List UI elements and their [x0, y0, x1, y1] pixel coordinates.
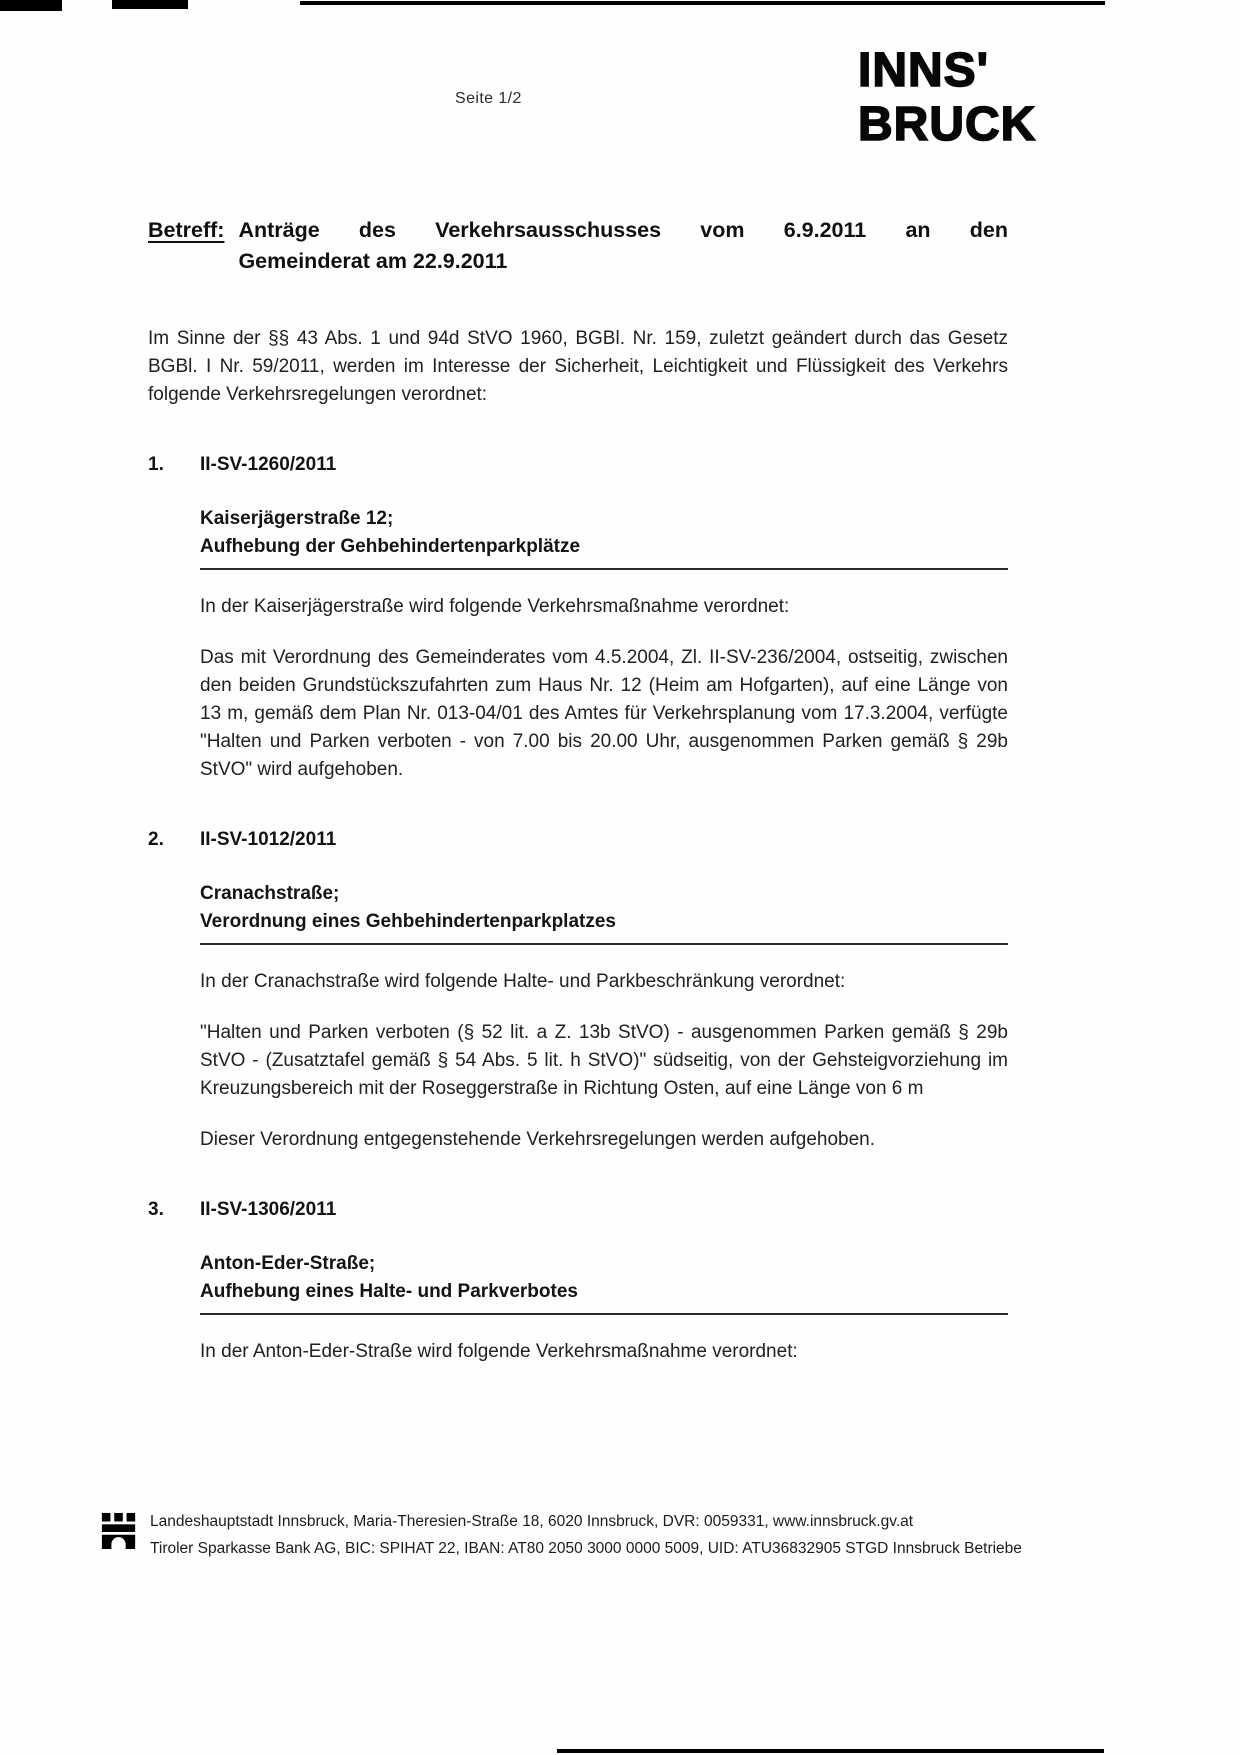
item-reference: II-SV-1306/2011 — [200, 1199, 337, 1220]
subject-text — [238, 215, 1008, 277]
item-street: Anton-Eder-Straße; — [200, 1253, 376, 1274]
innsbruck-bridge-icon — [100, 1512, 138, 1559]
item-number: 2. — [148, 829, 164, 850]
item-paragraph: Das mit Verordnung des Gemeinderates vom 4.5.2004, Zl. II-SV-236/2004, ostseitig, zwischen den beiden Grundstückszufahrten zum Haus Nr. 12 (Heim am Hofgarten), auf eine Länge von 13 m, gemäß dem Plan Nr. 013-04/01 des Amtes für Verkehrsplanung vom 17.3.2004, verfügte "Halten und Parken verboten - von 7.00 bis 20.00 Uhr, ausgenommen Parken gemäß § 29b StVO" wird aufgehoben. — [200, 647, 1008, 780]
agenda-item-1 — [148, 451, 1008, 784]
item-head — [148, 1196, 1008, 1224]
agenda-item-2 — [148, 826, 1008, 1154]
item-street: Cranachstraße; — [200, 883, 340, 904]
document-body — [148, 0, 1008, 1366]
logo-line1: INNS' — [858, 44, 990, 97]
scan-artifact — [557, 1749, 1104, 1753]
scan-artifact — [0, 0, 62, 11]
item-subtitle: Aufhebung der Gehbehindertenparkplätze — [200, 533, 1008, 570]
item-paragraph: In der Anton-Eder-Straße wird folgende Verkehrsmaßnahme verordnet: — [200, 1341, 798, 1362]
item-paragraph: In der Kaiserjägerstraße wird folgende Verkehrsmaßnahme verordnet: — [200, 596, 790, 617]
footer-address-line: Landeshauptstadt Innsbruck, Maria-Theresien-Straße 18, 6020 Innsbruck, DVR: 0059331, www.innsbruck.gv.at — [150, 1513, 914, 1530]
item-street: Kaiserjägerstraße 12; — [200, 508, 394, 529]
item-paragraph: Dieser Verordnung entgegenstehende Verkehrsregelungen werden aufgehoben. — [200, 1129, 876, 1150]
item-reference: II-SV-1012/2011 — [200, 829, 337, 850]
footer-text — [150, 1508, 1160, 1562]
item-number: 1. — [148, 454, 164, 475]
item-body — [200, 505, 1008, 784]
item-number: 3. — [148, 1199, 164, 1220]
agenda-item-3 — [148, 1196, 1008, 1366]
item-body — [200, 1250, 1008, 1366]
item-paragraph: In der Cranachstraße wird folgende Halte- und Parkbeschränkung verordnet: — [200, 971, 846, 992]
item-head — [148, 451, 1008, 479]
subject-line2: Gemeinderat am 22.9.2011 — [238, 249, 508, 273]
intro-paragraph: Im Sinne der §§ 43 Abs. 1 und 94d StVO 1960, BGBl. Nr. 159, zuletzt geändert durch das Gesetz BGBl. I Nr. 59/2011, werden im Interesse der Sicherheit, Leichtigkeit und Flüssigkeit des Verkehrs folgende Verkehrsregelungen verordnet: — [148, 328, 1008, 405]
item-subtitle: Aufhebung eines Halte- und Parkverbotes — [200, 1278, 1008, 1315]
footer — [100, 1508, 1160, 1562]
item-reference: II-SV-1260/2011 — [200, 454, 337, 475]
logo-line2: BRUCK — [858, 98, 1037, 151]
subject-label: Betreff: — [148, 218, 225, 242]
item-paragraph: "Halten und Parken verboten (§ 52 lit. a Z. 13b StVO) - ausgenommen Parken gemäß § 29b StVO - (Zusatztafel gemäß § 54 Abs. 5 lit. h StVO)" südseitig, von der Gehsteigvorziehung im Kreuzungsbereich mit der Roseggerstraße in Richtung Osten, auf eine Länge von 6 m — [200, 1022, 1008, 1099]
subject-line1: Anträge des Verkehrsausschusses vom 6.9.2011 an den — [238, 218, 1008, 242]
item-subtitle: Verordnung eines Gehbehindertenparkplatzes — [200, 908, 1008, 945]
footer-bank-line: Tiroler Sparkasse Bank AG, BIC: SPIHAT 22, IBAN: AT80 2050 3000 0000 5009, UID: ATU36832905 STGD Innsbruck Betriebe — [150, 1540, 1022, 1557]
page-number: Seite 1/2 — [455, 90, 522, 107]
item-body — [200, 880, 1008, 1154]
subject-heading — [148, 215, 1008, 277]
item-head — [148, 826, 1008, 854]
